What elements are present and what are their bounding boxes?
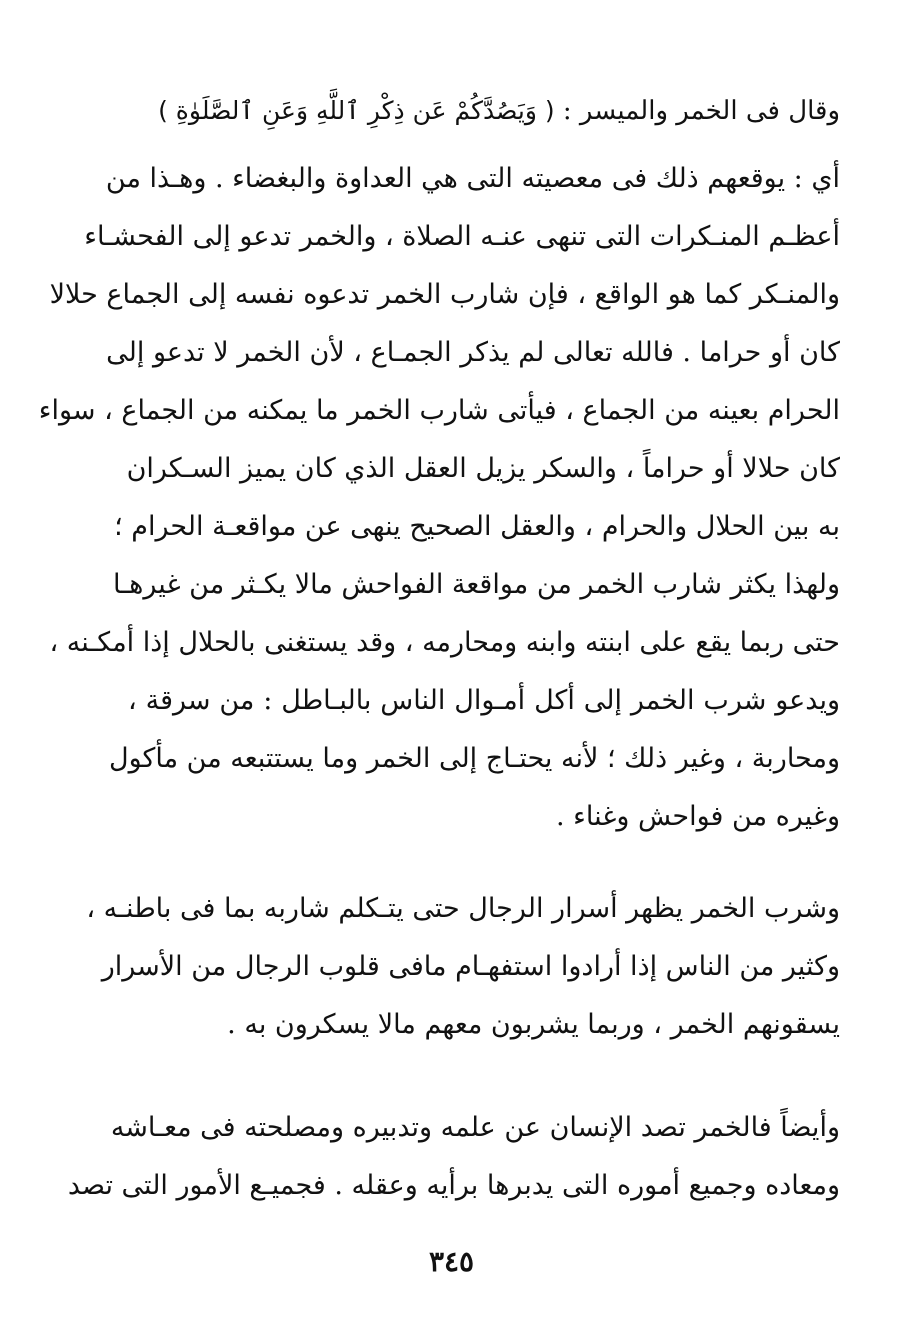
text-line: وغيره من فواحش وغناء . [556,801,840,832]
paragraph-3 [67,1099,840,1215]
text-line: وكثير من الناس إذا أرادوا استفهـام مافى قلوب الرجال من الأسرار [101,951,840,982]
page-number: ٣٤٥ [428,1245,475,1278]
text-line: وأيضاً فالخمر تصد الإنسان عن علمه وتدبيره ومصلحته فى معـاشه [110,1112,840,1143]
text-line: أعظـم المنـكرات التى تنهى عنـه الصلاة ، والخمر تدعو إلى الفحشـاء [84,221,840,252]
text-line: الحرام بعينه من الجماع ، فيأتى شارب الخمر ما يمكنه من الجماع ، سواء [38,395,840,426]
text-line: كان حلالا أو حراماً ، والسكر يزيل العقل الذي كان يميز السـكران [126,453,840,484]
intro-line [128,82,840,140]
text-line: ولهذا يكثر شارب الخمر من مواقعة الفواحش مالا يكـثر من غيرهـا [113,569,840,600]
text-line: ومعاده وجميع أموره التى يدبرها برأيه وعقله . فجميـع الأمور التى تصد [67,1170,840,1201]
paragraph-2 [86,880,840,1054]
paragraph-1 [38,150,840,846]
text-line: وشرب الخمر يظهر أسرار الرجال حتى يتـكلم شاربه بما فى باطنـه ، [86,893,840,924]
text-line: كان أو حراما . فالله تعالى لم يذكر الجمـاع ، لأن الخمر لا تدعو إلى [106,337,840,368]
text-line: ومحاربة ، وغير ذلك ؛ لأنه يحتـاج إلى الخمر وما يستتبعه من مأكول [108,743,840,774]
text-line: والمنـكر كما هو الواقع ، فإن شارب الخمر تدعوه نفسه إلى الجماع حلالا [49,279,840,310]
intro-prefix: وقال فى الخمر والميسر : [562,96,840,126]
text-line: حتى ربما يقع على ابنته وابنه ومحارمه ، وقد يستغنى بالحلال إذا أمكـنه ، [49,627,840,658]
text-line: أي : يوقعهم ذلك فى معصيته التى هي العداوة والبغضاء . وهـذا من [105,163,840,194]
text-line: يسقونهم الخمر ، وربما يشربون معهم مالا يسكرون به . [227,1009,840,1040]
quran-verse: ( وَيَصُدَّكُمْ عَن ذِكْرِ ٱللَّهِ وَعَنِ ٱلصَّلَوٰةِ ) [158,96,555,125]
text-line: ويدعو شرب الخمر إلى أكل أمـوال الناس بالبـاطل : من سرقة ، [128,685,840,716]
text-line: به بين الحلال والحرام ، والعقل الصحيح ينهى عن مواقعـة الحرام ؛ [114,511,840,542]
